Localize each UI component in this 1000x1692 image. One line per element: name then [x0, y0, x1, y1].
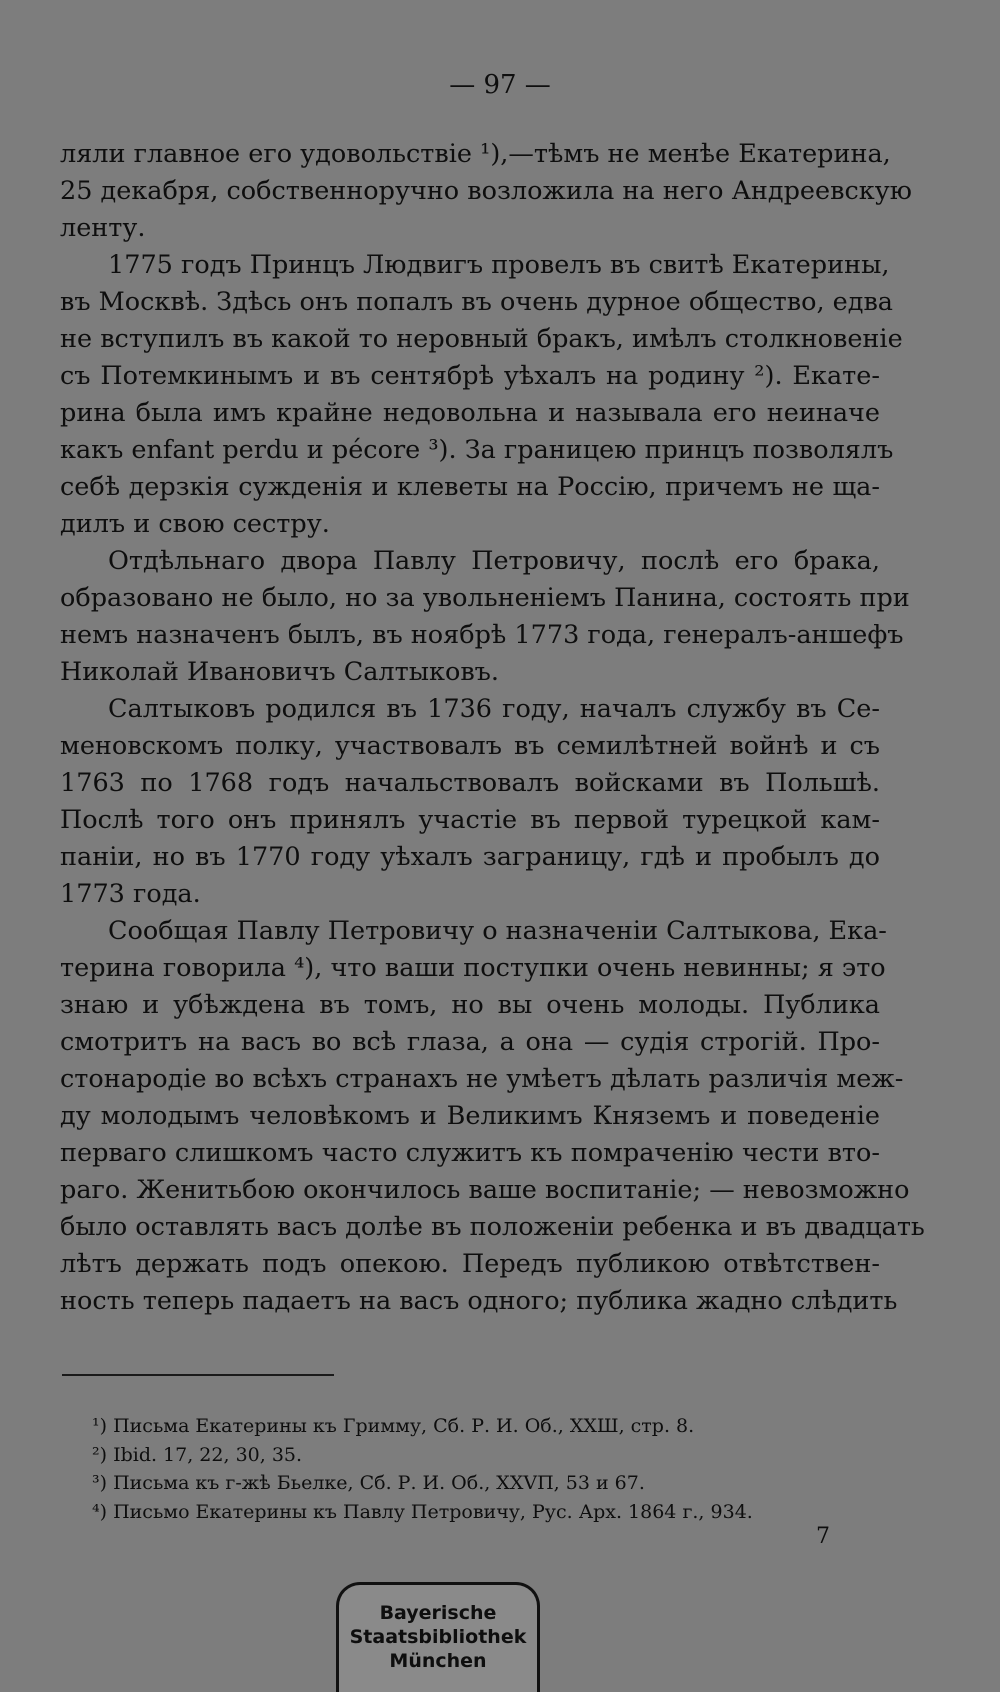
signature-mark: 7	[816, 1524, 830, 1549]
paragraph	[60, 691, 880, 913]
text-line: Николай Ивановичъ Салтыковъ.	[60, 657, 500, 687]
text-line: терина говорила ⁴), что ваши поступки очень невинны; я это	[60, 953, 886, 983]
text-line: стонародіе во всѣхъ странахъ не умѣетъ дѣлать различія меж-	[60, 1064, 904, 1094]
text-line: меновскомъ полку, участвовалъ въ семилѣтней войнѣ и съ	[60, 731, 880, 761]
paragraph	[60, 247, 903, 543]
text-line: 1775 годъ Принцъ Людвигъ провелъ въ свитѣ Екатерины,	[108, 250, 890, 280]
text-line: ду молодымъ человѣкомъ и Великимъ Княземъ и поведеніе	[60, 1101, 880, 1131]
text-line: паніи, но въ 1770 году уѣхалъ заграницу, гдѣ и пробылъ до	[60, 842, 880, 872]
text-line: 25 декабря, собственноручно возложила на него Андреевскую	[60, 176, 912, 206]
text-line: лѣтъ держать подъ опекою. Передъ публикою отвѣтствен-	[60, 1249, 880, 1279]
text-line: 1773 года.	[60, 879, 201, 909]
text-line: не вступилъ въ какой то неровный бракъ, имѣлъ столкновеніе	[60, 324, 903, 354]
text-line: ленту.	[60, 213, 146, 243]
text-line: рина была имъ крайне недовольна и называла его неиначе	[60, 398, 880, 428]
footnote: ¹) Письма Екатерины къ Гримму, Сб. Р. И. Об., ХХШ, стр. 8.	[92, 1415, 695, 1437]
text-line: съ Потемкинымъ и въ сентябрѣ уѣхалъ на родину ²). Екате-	[60, 361, 880, 391]
text-line: Послѣ того онъ принялъ участіе въ первой турецкой кам-	[60, 805, 880, 835]
text-line: раго. Женитьбою окончилось ваше воспитаніе; — невозможно	[60, 1175, 910, 1205]
stamp-line-1: Bayerische	[379, 1602, 497, 1624]
stamp-line-3: München	[389, 1650, 487, 1672]
paragraph	[60, 136, 912, 247]
footnotes	[92, 1412, 852, 1526]
text-line: Салтыковъ родился въ 1736 году, началъ службу въ Се-	[108, 694, 880, 724]
footnote: ³) Письма къ г-жѣ Бьелке, Сб. Р. И. Об., ХХVП, 53 и 67.	[92, 1472, 645, 1494]
text-line: было оставлять васъ долѣе въ положеніи ребенка и въ двадцать	[60, 1212, 925, 1242]
page-number: — 97 —	[449, 70, 551, 100]
text-line: въ Москвѣ. Здѣсь онъ попалъ въ очень дурное общество, едва	[60, 287, 894, 317]
paragraph	[60, 543, 910, 691]
text-line: дилъ и свою сестру.	[60, 509, 330, 539]
text-line: образовано не было, но за увольненіемъ Панина, состоять при	[60, 583, 910, 613]
text-line: немъ назначенъ былъ, въ ноябрѣ 1773 года, генералъ-аншефъ	[60, 620, 904, 650]
stamp-line-2: Staatsbibliothek	[349, 1626, 527, 1648]
library-stamp	[336, 1582, 540, 1692]
text-line: ляли главное его удовольствіе ¹),—тѣмъ не менѣе Екатерина,	[60, 139, 891, 169]
footnote: ⁴) Письмо Екатерины къ Павлу Петровичу, Рус. Арх. 1864 г., 934.	[92, 1500, 753, 1523]
text-line: 1763 по 1768 годъ начальствовалъ войсками въ Польшѣ.	[60, 768, 880, 798]
footnote-divider	[62, 1374, 334, 1376]
text-line: ность теперь падаетъ на васъ одного; публика жадно слѣдить	[60, 1286, 898, 1316]
text-line: Отдѣльнаго двора Павлу Петровичу, послѣ его брака,	[108, 546, 880, 576]
paragraph	[60, 913, 925, 1320]
text-line: Сообщая Павлу Петровичу о назначеніи Салтыкова, Ека-	[108, 916, 887, 946]
footnote: ²) Ibid. 17, 22, 30, 35.	[92, 1443, 303, 1466]
body-text	[60, 136, 925, 1320]
text-line: смотритъ на васъ во всѣ глаза, а она — судія строгій. Про-	[60, 1027, 880, 1057]
text-line: перваго слишкомъ часто служитъ къ помраченію чести вто-	[60, 1138, 880, 1168]
text-line: какъ enfant perdu и pécore ³). За границею принцъ позволялъ	[60, 435, 894, 465]
text-line: знаю и убѣждена въ томъ, но вы очень молоды. Публика	[60, 990, 880, 1020]
text-line: себѣ дерзкія сужденія и клеветы на Россію, причемъ не ща-	[60, 472, 880, 502]
